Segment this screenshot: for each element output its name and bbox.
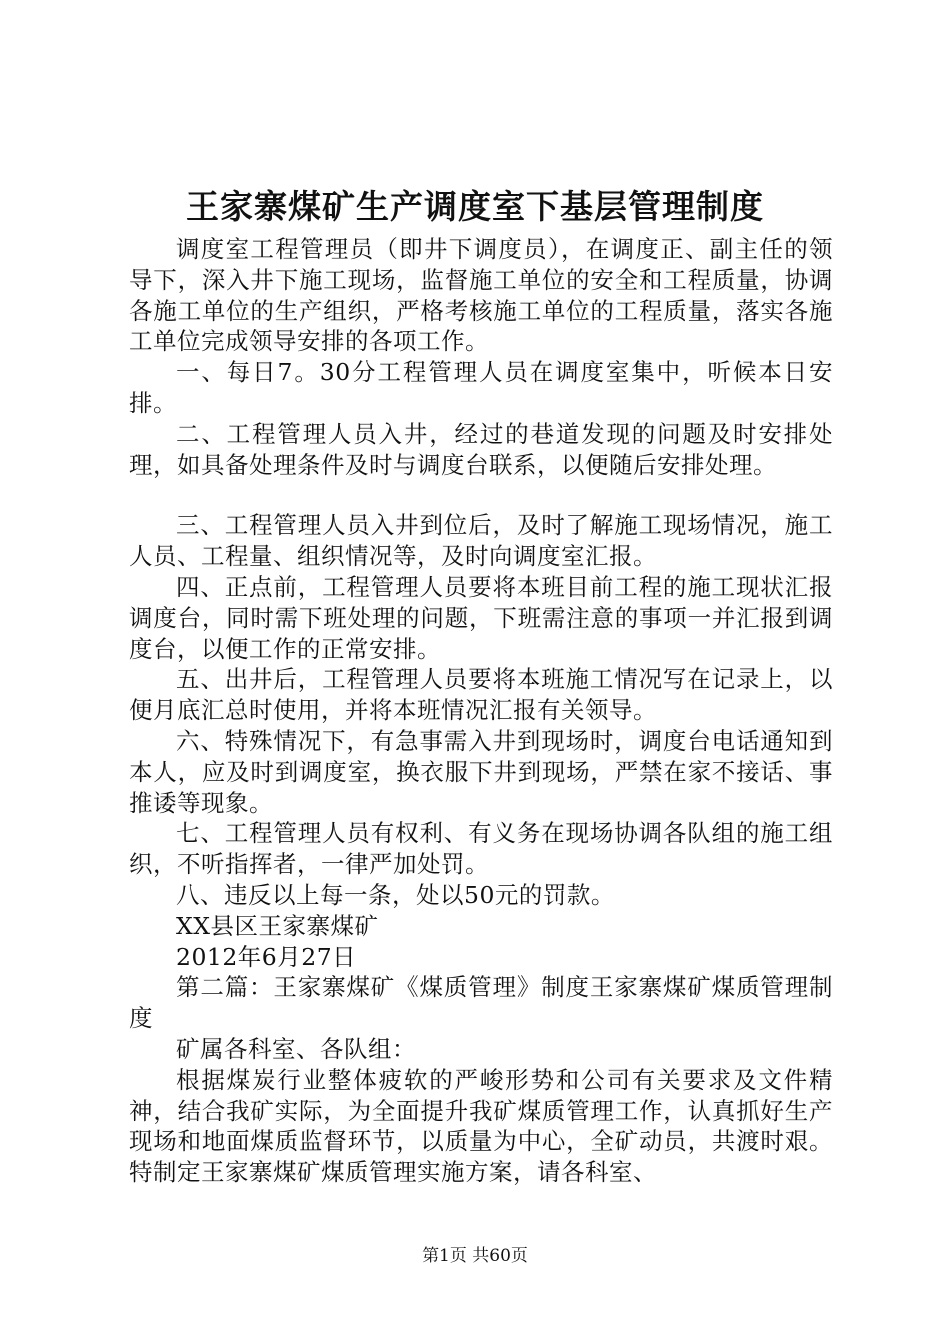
paragraph-rule-1: 一、每日7。30分工程管理人员在调度室集中，听候本日安排。 xyxy=(129,358,833,417)
paragraph-addressee: 矿属各科室、各队组： xyxy=(176,1034,416,1063)
paragraph-second-title: 第二篇：王家寨煤矿《煤质管理》制度王家寨煤矿煤质管理制度 xyxy=(129,973,833,1033)
paragraph-rule-3: 三、工程管理人员入井到位后，及时了解施工现场情况，施工人员、工程量、组织情况等，及时向调度室汇报。 xyxy=(129,511,833,571)
paragraph-rule-4: 四、正点前，工程管理人员要将本班目前工程的施工现状汇报调度台，同时需下班处理的问题，下班需注意的事项一并汇报到调度台，以便工作的正常安排。 xyxy=(129,572,833,663)
paragraph-intro: 调度室工程管理员（即井下调度员），在调度正、副主任的领导下，深入井下施工现场，监督施工单位的安全和工程质量，协调各施工单位的生产组织，严格考核施工单位的工程质量，落实各施工单位完成领导安排的各项工作。 xyxy=(129,235,833,356)
paragraph-rule-2: 二、工程管理人员入井，经过的巷道发现的问题及时安排处理，如具备处理条件及时与调度台联系，以便随后安排处理。 xyxy=(129,419,833,479)
paragraph-rule-6: 六、特殊情况下，有急事需入井到现场时，调度台电话通知到本人，应及时到调度室，换衣服下井到现场，严禁在家不接话、事推诿等现象。 xyxy=(129,726,833,817)
paragraph-signature-org: XX县区王家寨煤矿 xyxy=(176,911,379,940)
paragraph-second-body: 根据煤炭行业整体疲软的严峻形势和公司有关要求及文件精神，结合我矿实际，为全面提升我矿煤质管理工作，认真抓好生产现场和地面煤质监督环节，以质量为中心，全矿动员，共渡时艰。特制定王家寨煤矿煤质管理实施方案，请各科室、 xyxy=(129,1065,833,1187)
document-title: 王家寨煤矿生产调度室下基层管理制度 xyxy=(186,187,764,226)
paragraph-rule-8: 八、违反以上每一条，处以50元的罚款。 xyxy=(176,880,615,909)
paragraph-rule-7: 七、工程管理人员有权利、有义务在现场协调各队组的施工组织，不听指挥者，一律严加处罚。 xyxy=(129,819,833,879)
paragraph-rule-5: 五、出井后，工程管理人员要将本班施工情况写在记录上，以便月底汇总时使用，并将本班情况汇报有关领导。 xyxy=(129,665,833,725)
paragraph-signature-date: 2012年6月27日 xyxy=(176,942,357,971)
page-footer: 第1页 共60页 xyxy=(422,1246,528,1266)
document-body xyxy=(129,234,833,1188)
